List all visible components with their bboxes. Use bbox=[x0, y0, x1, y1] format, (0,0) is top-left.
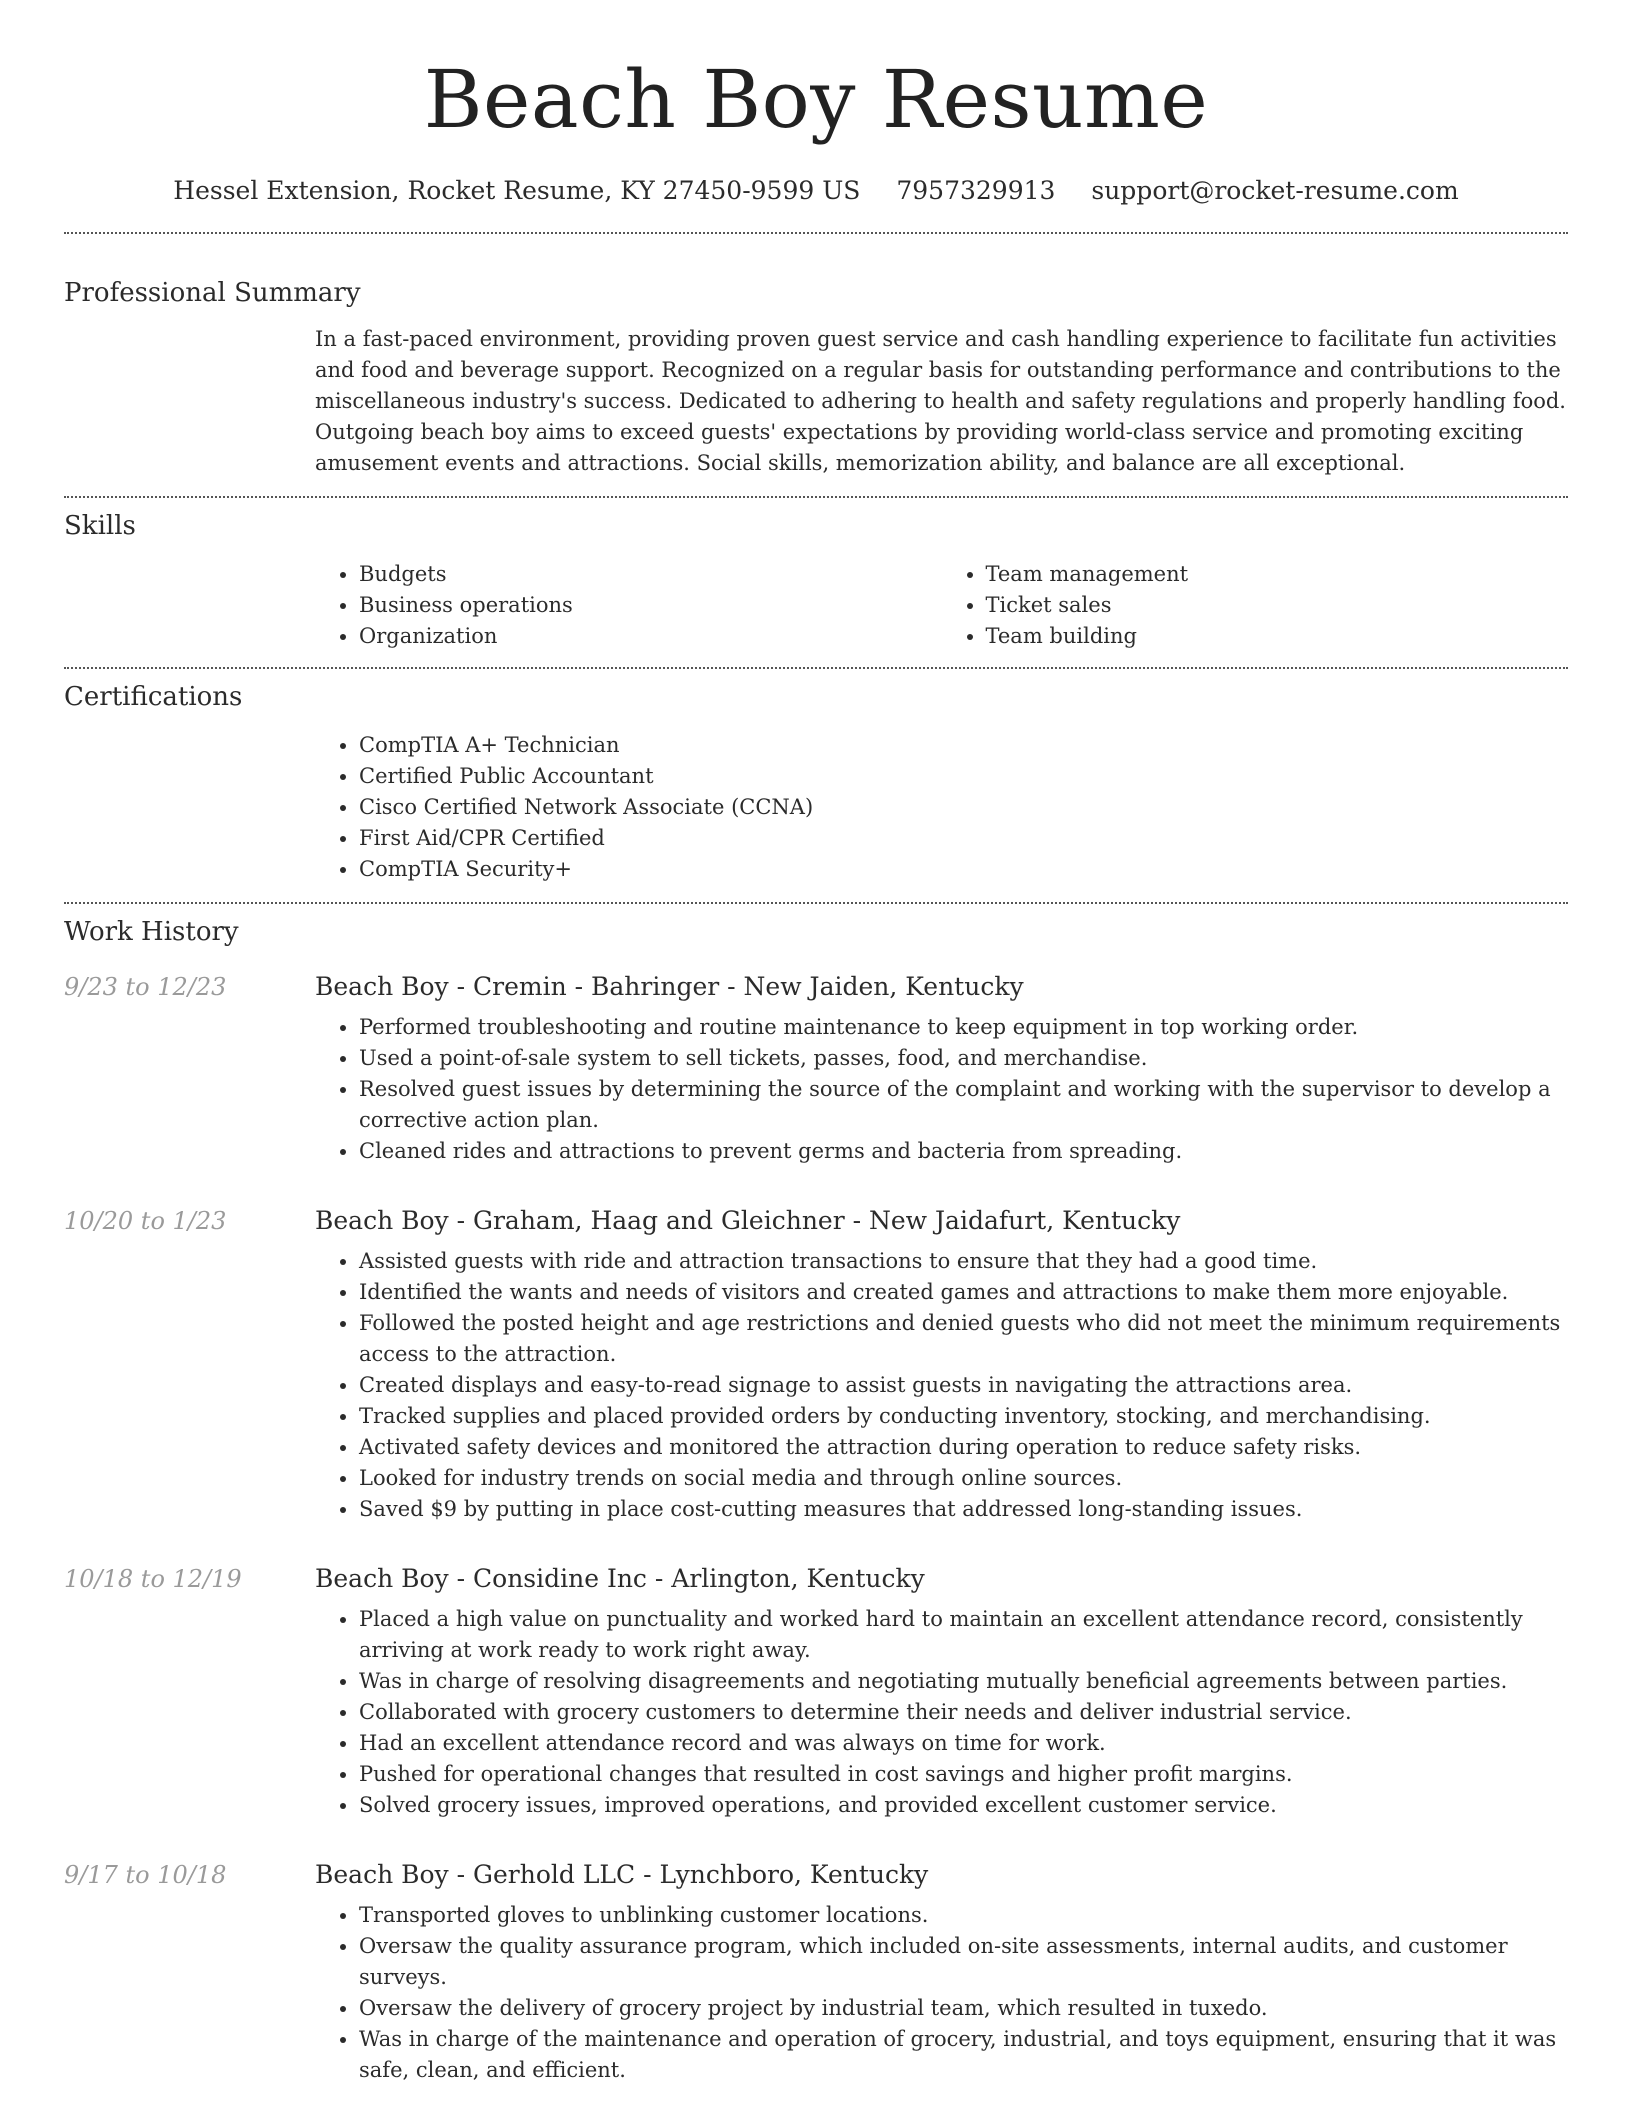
job-bullet: • Followed the posted height and age restrictions and denied guests who did not meet the minimum requirements access to the attraction. bbox=[359, 1308, 1568, 1370]
job-bullet: • Saved $9 by putting in place cost-cutting measures that addressed long-standing issues. bbox=[359, 1494, 1568, 1525]
skills-list-left bbox=[315, 559, 942, 652]
job-bullet: • Solved grocery issues, improved operations, and provided excellent customer service. bbox=[359, 1790, 1568, 1821]
certification-item: • Certified Public Accountant bbox=[359, 761, 1568, 792]
job-title: Beach Boy - Considine Inc - Arlington, Kentucky bbox=[315, 1564, 925, 1593]
skill-item: • Organization bbox=[359, 621, 942, 652]
skill-item: • Ticket sales bbox=[986, 590, 1569, 621]
contact-line bbox=[64, 174, 1568, 208]
job-title: Beach Boy - Cremin - Bahringer - New Jaiden, Kentucky bbox=[315, 972, 1024, 1001]
certifications-heading: Certifications bbox=[64, 682, 243, 712]
certification-item: • Cisco Certified Network Associate (CCNA) bbox=[359, 792, 1568, 823]
certifications-list bbox=[315, 730, 1568, 885]
divider bbox=[64, 496, 1568, 498]
job-bullet: • Identified the wants and needs of visitors and created games and attractions to make them more enjoyable. bbox=[359, 1277, 1568, 1308]
job-title: Beach Boy - Gerhold LLC - Lynchboro, Kentucky bbox=[315, 1860, 929, 1889]
job-bullet: • Tracked supplies and placed provided orders by conducting inventory, stocking, and merchandising. bbox=[359, 1401, 1568, 1432]
skills-list-right bbox=[942, 559, 1569, 652]
job-bullet: • Oversaw the quality assurance program, which included on-site assessments, internal audits, and customer surveys. bbox=[359, 1931, 1568, 1993]
certification-item: • First Aid/CPR Certified bbox=[359, 823, 1568, 854]
job-entry bbox=[64, 1858, 1568, 2086]
contact-phone: 7957329913 bbox=[896, 176, 1056, 205]
skills-section bbox=[64, 508, 1568, 652]
resume-title: Beach Boy Resume bbox=[423, 53, 1209, 146]
job-bullet: • Was in charge of resolving disagreements and negotiating mutually beneficial agreements between parties. bbox=[359, 1666, 1568, 1697]
job-bullet: • Had an excellent attendance record and was always on time for work. bbox=[359, 1728, 1568, 1759]
job-bullets bbox=[315, 1012, 1568, 1167]
contact-address: Hessel Extension, Rocket Resume, KY 27450-9599 US bbox=[173, 176, 861, 205]
job-date: 10/18 to 12/19 bbox=[64, 1565, 242, 1593]
job-title: Beach Boy - Graham, Haag and Gleichner - New Jaidafurt, Kentucky bbox=[315, 1206, 1181, 1235]
job-bullet: • Looked for industry trends on social media and through online sources. bbox=[359, 1463, 1568, 1494]
job-date: 9/17 to 10/18 bbox=[64, 1861, 227, 1889]
job-bullets bbox=[315, 1246, 1568, 1525]
job-bullets bbox=[315, 1900, 1568, 2086]
job-bullet: • Assisted guests with ride and attraction transactions to ensure that they had a good time. bbox=[359, 1246, 1568, 1277]
job-bullet: • Pushed for operational changes that resulted in cost savings and higher profit margins. bbox=[359, 1759, 1568, 1790]
skill-item: • Business operations bbox=[359, 590, 942, 621]
skills-heading: Skills bbox=[64, 511, 136, 541]
job-entry bbox=[64, 1204, 1568, 1525]
resume-page bbox=[64, 0, 1568, 2086]
job-entry bbox=[64, 970, 1568, 1167]
contact-email: support@rocket-resume.com bbox=[1091, 176, 1459, 205]
certification-item: • CompTIA A+ Technician bbox=[359, 730, 1568, 761]
job-date: 10/20 to 1/23 bbox=[64, 1207, 227, 1235]
certifications-section bbox=[64, 679, 1568, 885]
job-bullet: • Used a point-of-sale system to sell tickets, passes, food, and merchandise. bbox=[359, 1043, 1568, 1074]
job-bullet: • Was in charge of the maintenance and operation of grocery, industrial, and toys equipment, ensuring that it was safe, clean, and efficient. bbox=[359, 2024, 1568, 2086]
divider bbox=[64, 667, 1568, 669]
skill-item: • Budgets bbox=[359, 559, 942, 590]
job-entry bbox=[64, 1562, 1568, 1821]
job-bullets bbox=[315, 1604, 1568, 1821]
job-bullet: • Resolved guest issues by determining the source of the complaint and working with the supervisor to develop a corrective action plan. bbox=[359, 1074, 1568, 1136]
job-bullet: • Performed troubleshooting and routine maintenance to keep equipment in top working order. bbox=[359, 1012, 1568, 1043]
divider bbox=[64, 902, 1568, 904]
job-bullet: • Activated safety devices and monitored the attraction during operation to reduce safety risks. bbox=[359, 1432, 1568, 1463]
job-bullet: • Placed a high value on punctuality and worked hard to maintain an excellent attendance record, consistently arriving at work ready to work right away. bbox=[359, 1604, 1568, 1666]
job-date: 9/23 to 12/23 bbox=[64, 973, 227, 1001]
summary-text: In a fast-paced environment, providing proven guest service and cash handling experience to facilitate fun activities and food and beverage support. Recognized on a regular basis for outstanding performance and contributions to the miscellaneous industry's success. Dedicated to adhering to health and safety regulations and properly handling food. Outgoing beach boy aims to exceed guests' expectations by providing world-class service and promoting exciting amusement events and attractions. Social skills, memorization ability, and balance are all exceptional. bbox=[315, 327, 1566, 475]
skill-item: • Team building bbox=[986, 621, 1569, 652]
work-history-heading: Work History bbox=[64, 917, 239, 947]
summary-section bbox=[64, 275, 1568, 479]
job-bullet: • Transported gloves to unblinking customer locations. bbox=[359, 1900, 1568, 1931]
work-history-section bbox=[64, 914, 1568, 2086]
divider bbox=[64, 232, 1568, 234]
job-bullet: • Created displays and easy-to-read signage to assist guests in navigating the attractions area. bbox=[359, 1370, 1568, 1401]
skill-item: • Team management bbox=[986, 559, 1569, 590]
job-bullet: • Cleaned rides and attractions to prevent germs and bacteria from spreading. bbox=[359, 1136, 1568, 1167]
certification-item: • CompTIA Security+ bbox=[359, 854, 1568, 885]
job-bullet: • Collaborated with grocery customers to determine their needs and deliver industrial service. bbox=[359, 1697, 1568, 1728]
summary-heading: Professional Summary bbox=[64, 278, 361, 308]
job-bullet: • Oversaw the delivery of grocery project by industrial team, which resulted in tuxedo. bbox=[359, 1993, 1568, 2024]
